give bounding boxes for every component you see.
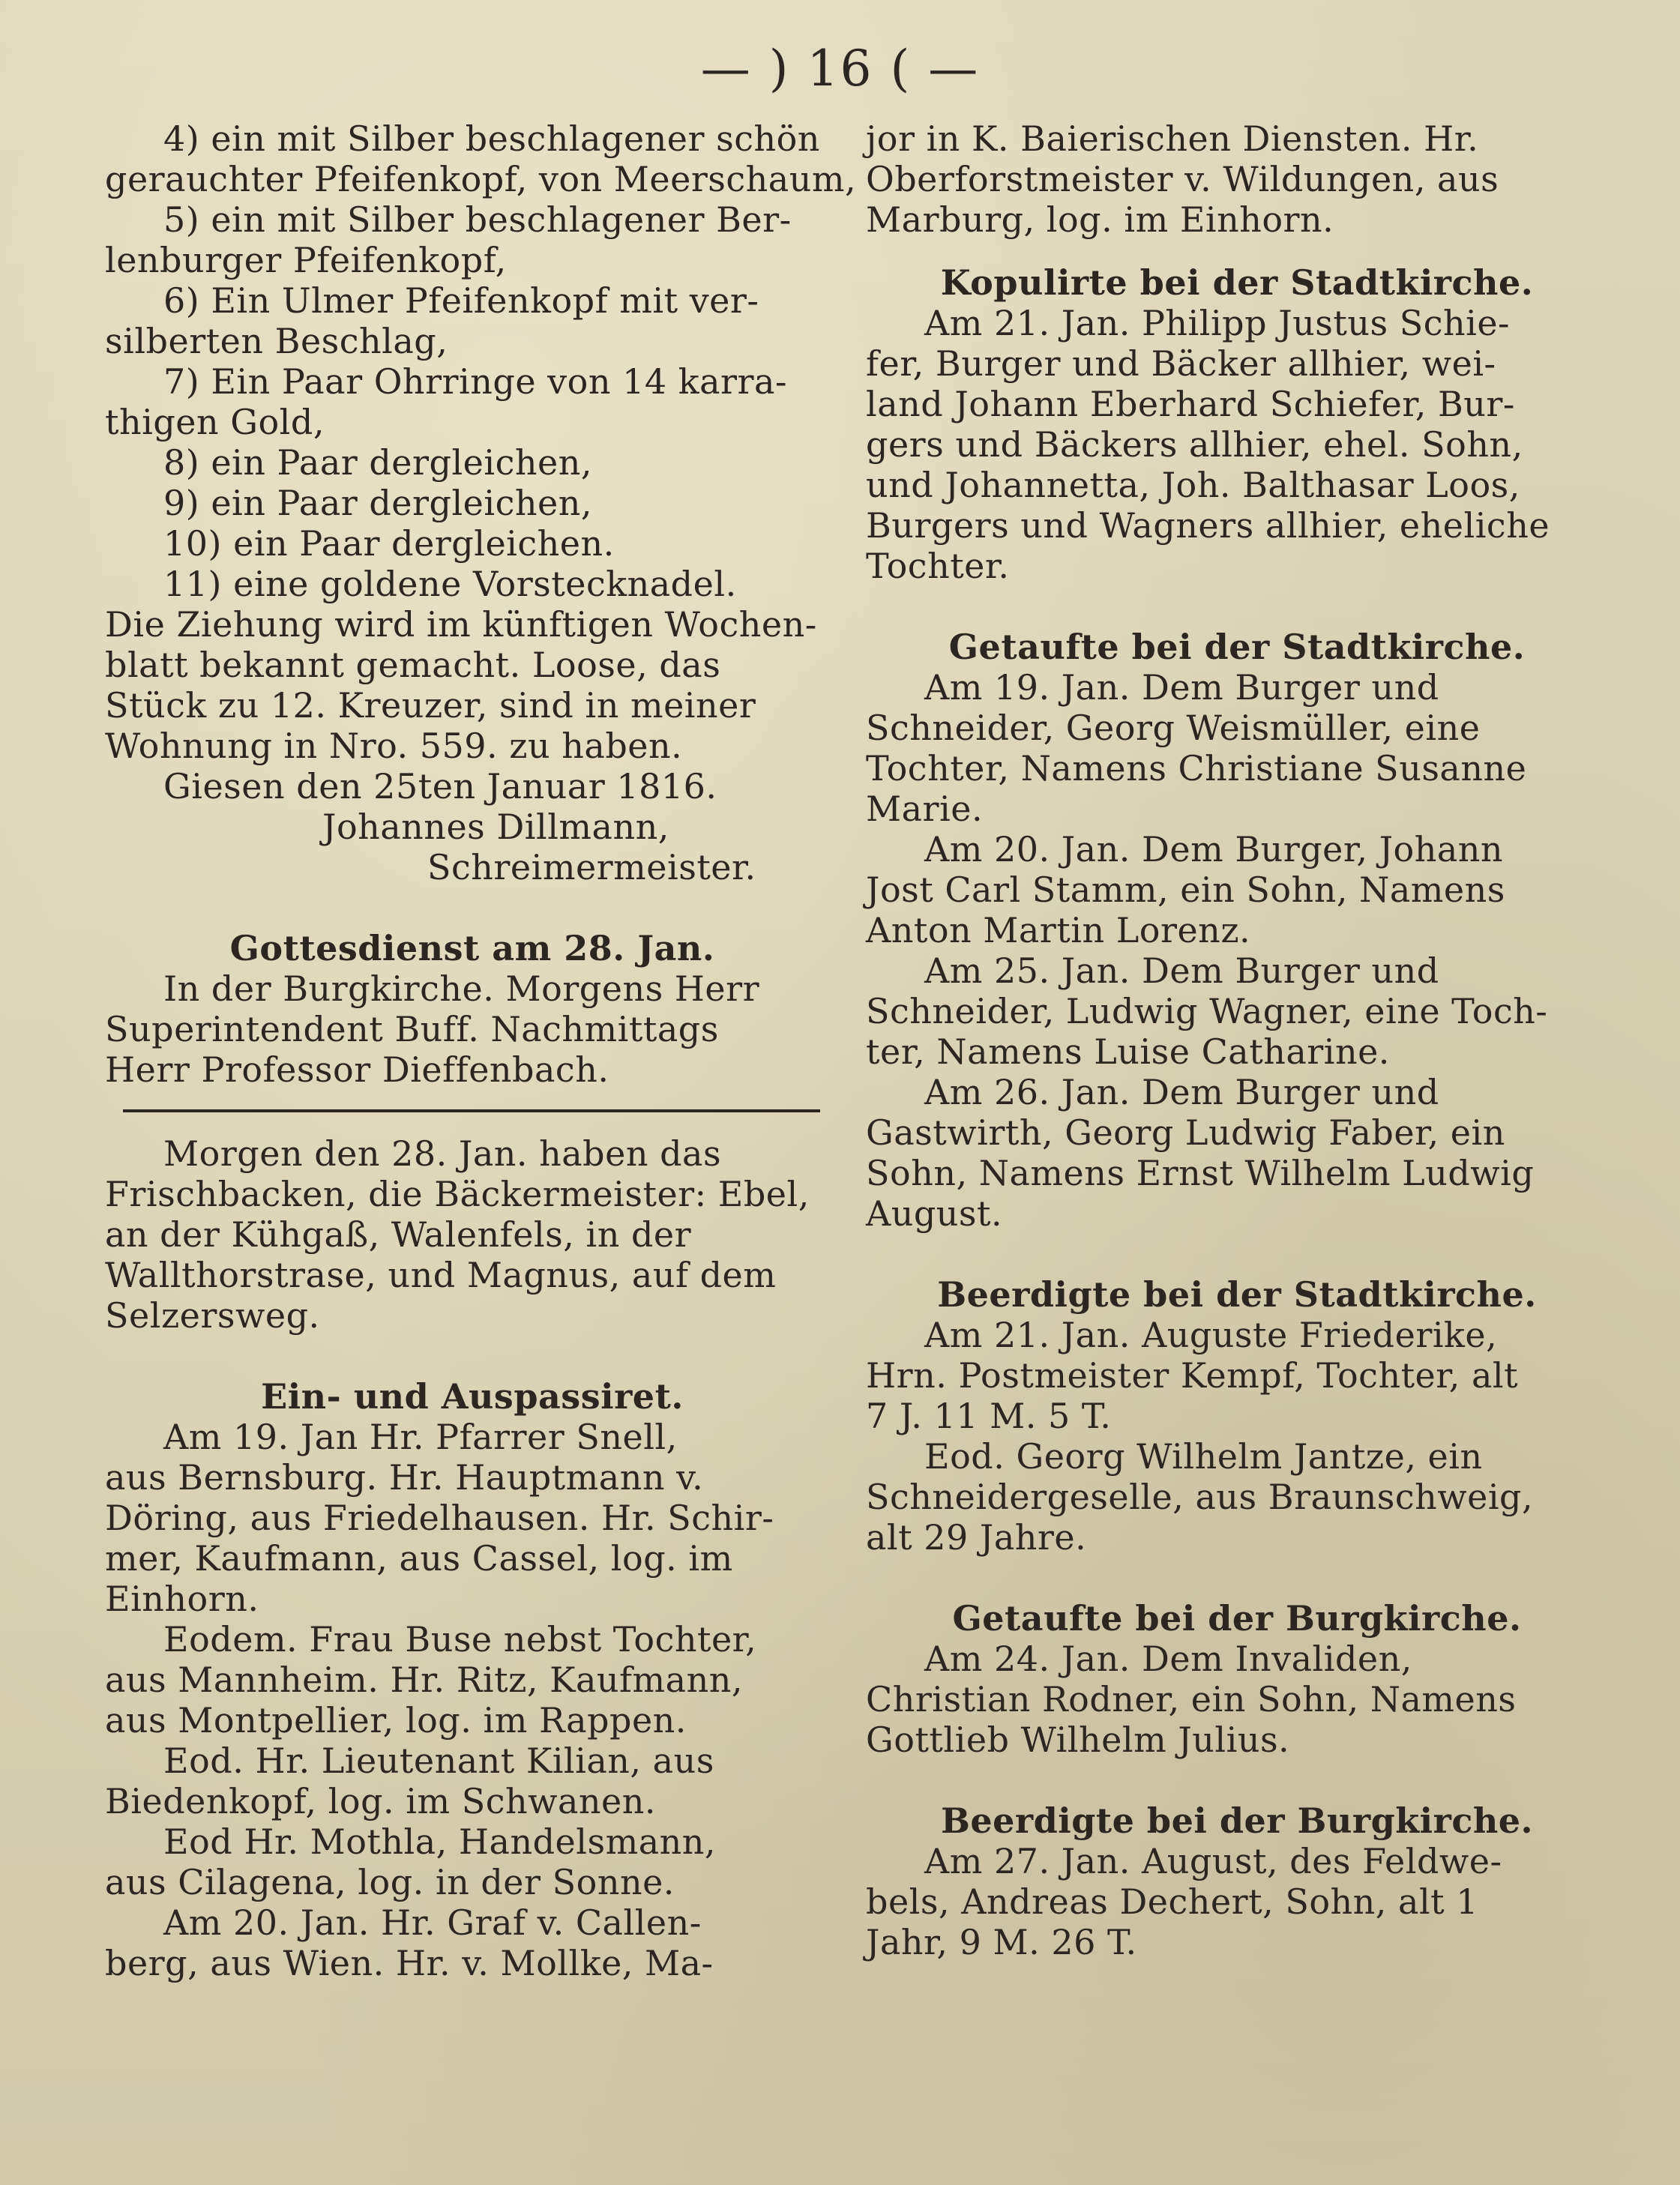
text-line: bels, Andreas Dechert, Sohn, alt 1 <box>866 1881 1479 1922</box>
text-line: Am 20. Jan. Hr. Graf v. Callen- <box>163 1902 702 1943</box>
text-line: Jost Carl Stamm, ein Sohn, Namens <box>866 870 1505 910</box>
text-line: Einhorn. <box>105 1579 259 1619</box>
marriages-section <box>866 262 1608 586</box>
text-line: ter, Namens Luise Catharine. <box>866 1031 1390 1072</box>
worship-section <box>105 928 840 1090</box>
text-line: Superintendent Buff. Nachmittags <box>105 1009 719 1049</box>
text-line: aus Cilagena, log. in der Sonne. <box>105 1862 675 1902</box>
text-line: Selzersweg. <box>105 1295 320 1336</box>
burials-castle-section <box>866 1800 1608 1962</box>
text-line: Schneider, Georg Weismüller, eine <box>866 708 1481 748</box>
text-line: Am 20. Jan. Dem Burger, Johann <box>924 829 1504 870</box>
baking-notice <box>105 1133 840 1336</box>
text-line: aus Mannheim. Hr. Ritz, Kaufmann, <box>105 1660 743 1700</box>
date-place: Giesen den 25ten Januar 1816. <box>163 766 717 807</box>
list-item: 4) ein mit Silber beschlagener schön <box>163 118 820 159</box>
text-line: Gastwirth, Georg Ludwig Faber, ein <box>866 1112 1505 1153</box>
left-column <box>105 118 857 1983</box>
section-heading: Gottesdienst am 28. Jan. <box>229 928 715 968</box>
text-line: Burgers und Wagners allhier, eheliche <box>866 505 1550 546</box>
text-line: Sohn, Namens Ernst Wilhelm Ludwig <box>866 1153 1535 1193</box>
text-line: Wallthorstrase, und Magnus, auf dem <box>105 1255 777 1295</box>
text-line: aus Montpellier, log. im Rappen. <box>105 1700 687 1741</box>
list-item: 7) Ein Paar Ohrringe von 14 karra- <box>163 361 787 402</box>
text-line: Eodem. Frau Buse nebst Tochter, <box>163 1619 757 1660</box>
list-item: thigen Gold, <box>105 402 325 442</box>
text-line: Marie. <box>866 789 984 829</box>
text-line: Schneider, Ludwig Wagner, eine Toch- <box>866 991 1548 1031</box>
text-line: alt 29 Jahre. <box>866 1517 1087 1558</box>
signature-name: Johannes Dillmann, <box>322 807 669 847</box>
list-item: 6) Ein Ulmer Pfeifenkopf mit ver- <box>163 280 759 321</box>
text-line: In der Burgkirche. Morgens Herr <box>163 968 760 1009</box>
section-heading: Kopulirte bei der Stadtkirche. <box>940 262 1534 303</box>
text-line: Am 27. Jan. August, des Feldwe- <box>924 1841 1502 1881</box>
text-line: und Johannetta, Joh. Balthasar Loos, <box>866 465 1520 505</box>
text-line: Am 25. Jan. Dem Burger und <box>924 950 1439 991</box>
section-heading: Beerdigte bei der Stadtkirche. <box>937 1274 1537 1315</box>
text-line: Schneidergeselle, aus Braunschweig, <box>866 1477 1534 1517</box>
text-line: Tochter. <box>866 546 1010 586</box>
text-line: land Johann Eberhard Schiefer, Bur- <box>866 384 1515 424</box>
text-line: Herr Professor Dieffenbach. <box>105 1049 609 1090</box>
text-line: Biedenkopf, log. im Schwanen. <box>105 1781 657 1821</box>
text-line: fer, Burger und Bäcker allhier, wei- <box>866 343 1496 384</box>
section-heading: Ein- und Auspassiret. <box>261 1376 684 1417</box>
text-line: mer, Kaufmann, aus Cassel, log. im <box>105 1538 733 1579</box>
text-line: Eod. Hr. Lieutenant Kilian, aus <box>163 1741 714 1781</box>
text-line: an der Kühgaß, Walenfels, in der <box>105 1214 692 1255</box>
text-line: Am 21. Jan. Auguste Friederike, <box>924 1315 1498 1355</box>
text-line: August. <box>866 1193 1003 1234</box>
section-heading: Getaufte bei der Stadtkirche. <box>948 627 1526 667</box>
text-line: Am 24. Jan. Dem Invaliden, <box>924 1639 1412 1679</box>
lottery-item-list <box>105 118 857 604</box>
text-line: Tochter, Namens Christiane Susanne <box>866 748 1527 789</box>
signature-title: Schreimermeister. <box>427 847 756 887</box>
list-item: silberten Beschlag, <box>105 321 448 361</box>
baptisms-city-section <box>866 627 1608 1234</box>
travelers-section <box>105 1376 840 1983</box>
text-line: Eod. Georg Wilhelm Jantze, ein <box>924 1436 1483 1477</box>
text-line: Döring, aus Friedelhausen. Hr. Schir- <box>105 1498 774 1538</box>
text-line: aus Bernsburg. Hr. Hauptmann v. <box>105 1457 704 1498</box>
text-line: Wohnung in Nro. 559. zu haben. <box>105 726 683 766</box>
text-line: jor in K. Baierischen Diensten. Hr. <box>866 118 1479 159</box>
text-line: 7 J. 11 M. 5 T. <box>866 1396 1112 1436</box>
text-line: Eod Hr. Mothla, Handelsmann, <box>163 1821 716 1862</box>
text-line: Hrn. Postmeister Kempf, Tochter, alt <box>866 1355 1519 1396</box>
section-heading: Beerdigte bei der Burgkirche. <box>940 1800 1534 1841</box>
page-number: — ) 16 ( — <box>700 40 980 97</box>
text-line: Anton Martin Lorenz. <box>866 910 1251 950</box>
text-line: Stück zu 12. Kreuzer, sind in meiner <box>105 685 756 726</box>
list-item: 5) ein mit Silber beschlagener Ber- <box>163 199 792 240</box>
text-line: blatt bekannt gemacht. Loose, das <box>105 645 721 685</box>
list-item: 8) ein Paar dergleichen, <box>163 442 592 483</box>
list-item: 10) ein Paar dergleichen. <box>163 523 615 564</box>
text-line: Morgen den 28. Jan. haben das <box>163 1133 722 1174</box>
text-line: Frischbacken, die Bäckermeister: Ebel, <box>105 1174 810 1214</box>
text-line: Am 26. Jan. Dem Burger und <box>924 1072 1439 1112</box>
travelers-continued <box>866 118 1608 240</box>
text-line: Christian Rodner, ein Sohn, Namens <box>866 1679 1517 1720</box>
section-heading: Getaufte bei der Burgkirche. <box>952 1598 1522 1639</box>
text-line: Am 19. Jan Hr. Pfarrer Snell, <box>163 1417 678 1457</box>
text-line: Am 21. Jan. Philipp Justus Schie- <box>924 303 1511 343</box>
baptisms-castle-section <box>866 1598 1608 1760</box>
text-line: Die Ziehung wird im künftigen Wochen- <box>105 604 817 645</box>
drawing-notice <box>105 604 840 766</box>
text-line: Jahr, 9 M. 26 T. <box>866 1922 1137 1962</box>
list-item: lenburger Pfeifenkopf, <box>105 240 507 280</box>
text-line: berg, aus Wien. Hr. v. Mollke, Ma- <box>105 1943 714 1983</box>
list-item: 11) eine goldene Vorstecknadel. <box>163 564 737 604</box>
text-line: Oberforstmeister v. Wildungen, aus <box>866 159 1499 199</box>
list-item: 9) ein Paar dergleichen, <box>163 483 592 523</box>
section-divider <box>123 1109 820 1112</box>
burials-city-section <box>866 1274 1608 1558</box>
text-line: gers und Bäckers allhier, ehel. Sohn, <box>866 424 1523 465</box>
text-line: Gottlieb Wilhelm Julius. <box>866 1720 1290 1760</box>
text-line: Marburg, log. im Einhorn. <box>866 199 1334 240</box>
right-column <box>866 118 1608 1962</box>
list-item: gerauchter Pfeifenkopf, von Meerschaum, <box>105 159 857 199</box>
text-line: Am 19. Jan. Dem Burger und <box>924 667 1439 708</box>
